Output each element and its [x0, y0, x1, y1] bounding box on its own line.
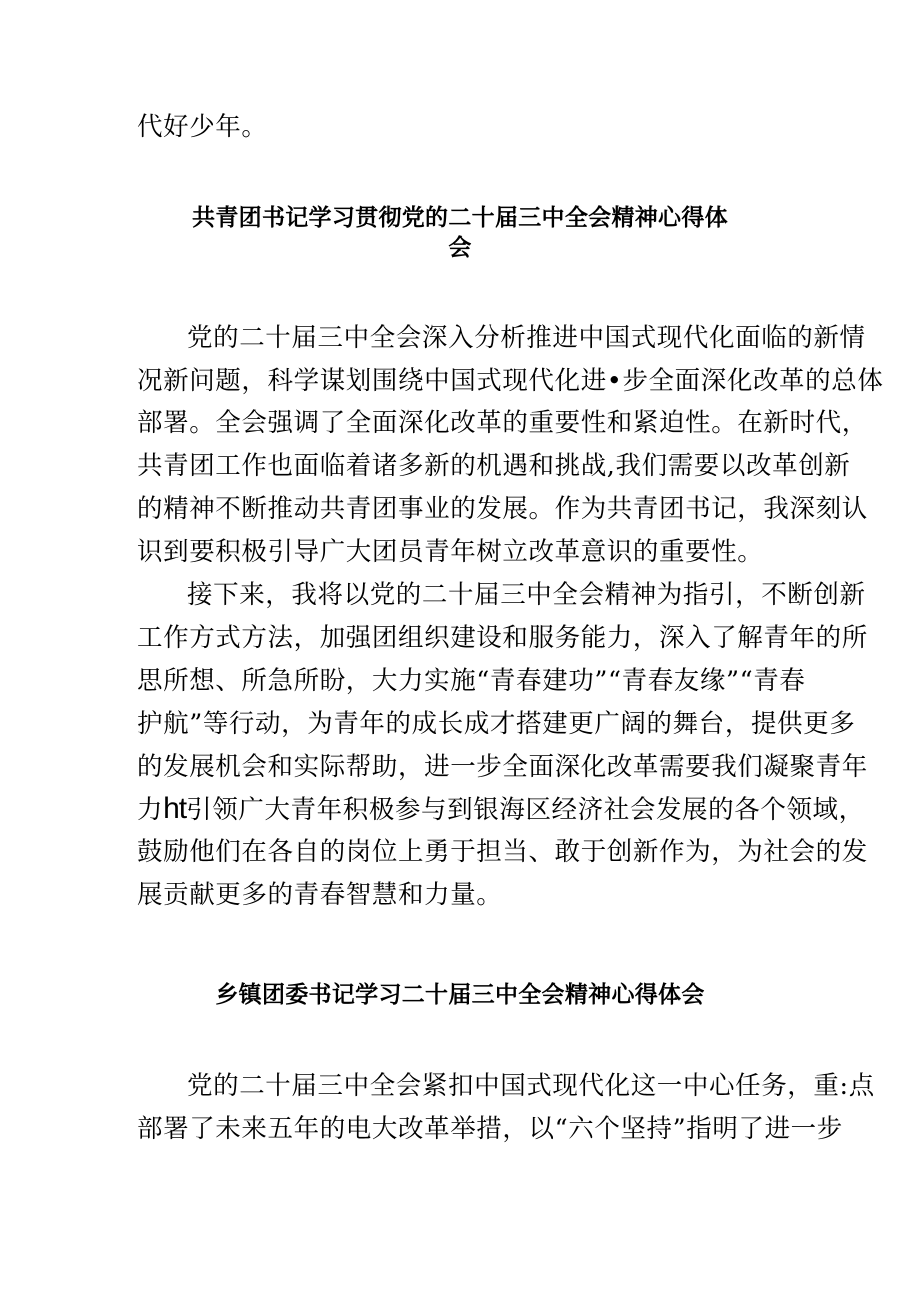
section-1-para-1-line-4: 共青团工作也面临着诸多新的机遇和挑战,我们需要以改革创新	[137, 451, 851, 481]
section-1-para-1-line-5: 的精神不断推动共青团事业的发展。作为共青团书记，我深刻认	[137, 494, 868, 524]
section-2-title: 乡镇团委书记学习二十届三中全会精神心得体会	[215, 982, 705, 1008]
section-1-para-1-line-6: 识到要积极引导广大团员青年树立改革意识的重要性。	[137, 537, 764, 567]
section-2-para-1-line-2: 部署了未来五年的电大改革举措，以“六个坚持”指明了进一步	[137, 1114, 843, 1144]
section-1-para-2-line-2: 工作方式方法，加强团组织建设和服务能力，深入了解青年的所	[137, 623, 868, 653]
section-1-para-2-line-7: 鼓励他们在各自的岗位上勇于担当、敢于创新作为，为社会的发	[137, 837, 868, 867]
section-1-title-line-2: 会	[448, 235, 472, 261]
section-1-para-2-line-5: 的发展机会和实际帮助，进一步全面深化改革需要我们凝聚青年	[137, 752, 868, 782]
section-1-para-2-line-6	[137, 794, 865, 825]
top-fragment: 代好少年。	[137, 112, 268, 142]
section-2-para-1-line-1: 党的二十届三中全会紧扣中国式现代化这一中心任务，重:点	[187, 1071, 875, 1101]
section-1-para-2-line-3: 思所想、所急所盼，大力实施“青春建功”“青春友缘”“青春	[137, 666, 806, 696]
section-1-para-2-line-8: 展贡献更多的青春智慧和力量。	[137, 880, 503, 910]
section-1-title-line-1: 共青团书记学习贯彻党的二十届三中全会精神心得体	[192, 205, 728, 231]
section-1-para-2-line-4: 护航”等行动，为青年的成长成才搭建更广阔的舞台，提供更多	[137, 709, 856, 739]
stray-latin-glyphs: ht	[163, 792, 187, 825]
line-6-prefix: 力	[137, 795, 164, 825]
section-1-para-2-line-1: 接下来，我将以党的二十届三中全会精神为指引，不断创新	[187, 580, 866, 610]
section-1-para-1-line-2: 况新问题，科学谋划围绕中国式现代化进•步全面深化改革的总体	[137, 366, 884, 396]
section-1-para-1-line-1: 党的二十届三中全会深入分析推进中国式现代化面临的新情	[187, 323, 866, 353]
line-6-rest: 引领广大青年积极参与到银海区经济社会发展的各个领域，	[186, 795, 865, 825]
section-1-para-1-line-3: 部署。全会强调了全面深化改革的重要性和紧迫性。在新时代，	[137, 408, 868, 438]
